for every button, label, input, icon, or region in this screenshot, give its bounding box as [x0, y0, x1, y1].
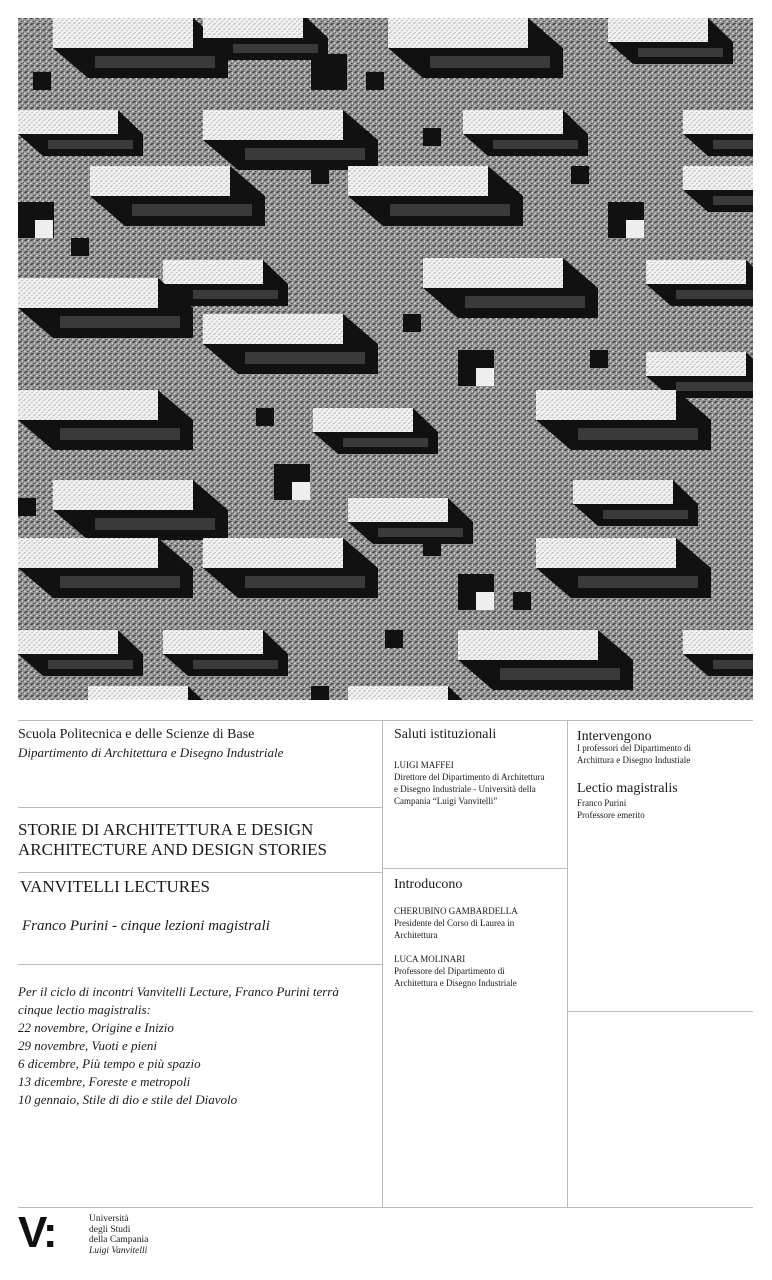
- series-subtitle: Franco Purini - cinque lezioni magistrali: [22, 918, 270, 934]
- program-date: 29 novembre, Vuoti e pieni: [18, 1038, 157, 1053]
- intervengono-heading: Intervengono: [577, 729, 652, 744]
- person-role-line: Professore del Dipartimento di: [394, 966, 505, 976]
- title-english: ARCHITECTURE AND DESIGN STORIES: [18, 840, 328, 859]
- logo-line: Luigi Vanvitelli: [89, 1245, 148, 1256]
- rule-left-3: [18, 964, 382, 965]
- introducono-person-2: [394, 953, 517, 989]
- person-name: LUCA MOLINARI: [394, 954, 466, 964]
- lectio-block: [577, 797, 645, 821]
- logo-wordmark: [89, 1214, 148, 1256]
- saluti-heading: Saluti istituzionali: [394, 727, 497, 742]
- program-date: 10 gennaio, Stile di dio e stile del Diavolo: [18, 1092, 238, 1107]
- lectio-heading: Lectio magistralis: [577, 781, 678, 796]
- saluti-role-line: Campania “Luigi Vanvitelli”: [394, 796, 498, 806]
- program-intro-line1: Per il ciclo di incontri Vanvitelli Lecture, Franco Purini terrà: [18, 984, 339, 999]
- introducono-person-1: [394, 905, 518, 941]
- title-italian: STORIE DI ARCHITETTURA E DESIGN: [18, 820, 314, 839]
- top-rule: [18, 720, 753, 721]
- intervengono-text: [577, 742, 691, 766]
- intervengono-line: I professori del Dipartimento di: [577, 743, 691, 753]
- person-role-line: Architettura e Disegno Industriale: [394, 978, 517, 988]
- saluti-block: [394, 759, 544, 807]
- logo-line: degli Studi: [89, 1224, 131, 1235]
- program-text: [18, 983, 339, 1109]
- architectural-pattern-image: [18, 18, 753, 700]
- program-date: 13 dicembre, Foreste e metropoli: [18, 1074, 191, 1089]
- lectio-name: Franco Purini: [577, 798, 627, 808]
- introducono-heading: Introducono: [394, 877, 463, 892]
- rule-left-1: [18, 807, 382, 808]
- lectio-role: Professore emerito: [577, 810, 645, 820]
- program-intro-line2: cinque lectio magistralis:: [18, 1002, 151, 1017]
- saluti-role-line: Direttore del Dipartimento di Architettura: [394, 772, 545, 782]
- column-divider-2: [567, 720, 568, 1207]
- school-name: Scuola Politecnica e delle Scienze di Base: [18, 727, 255, 742]
- series-name: VANVITELLI LECTURES: [20, 877, 210, 896]
- rule-left-2: [18, 872, 382, 873]
- cover-artwork: [18, 18, 753, 700]
- saluti-name: LUIGI MAFFEI: [394, 760, 454, 770]
- person-name: CHERUBINO GAMBARDELLA: [394, 906, 518, 916]
- program-date: 22 novembre, Origine e Inizio: [18, 1020, 174, 1035]
- rule-right-1: [567, 1011, 753, 1012]
- person-role-line: Architettura: [394, 930, 438, 940]
- vanvitelli-logo-mark: V:: [18, 1208, 56, 1257]
- logo-line: Università: [89, 1214, 129, 1224]
- intervengono-line: Archittura e Disegno Industiale: [577, 755, 691, 765]
- department-name: Dipartimento di Architettura e Disegno Industriale: [18, 745, 284, 760]
- program-date: 6 dicembre, Più tempo e più spazio: [18, 1056, 201, 1071]
- bottom-rule: [18, 1207, 753, 1208]
- column-divider-1: [382, 720, 383, 1207]
- person-role-line: Presidente del Corso di Laurea in: [394, 918, 515, 928]
- rule-mid-1: [382, 868, 567, 869]
- saluti-role-line: e Disegno Industriale - Università della: [394, 784, 536, 794]
- logo-line: della Campania: [89, 1235, 149, 1245]
